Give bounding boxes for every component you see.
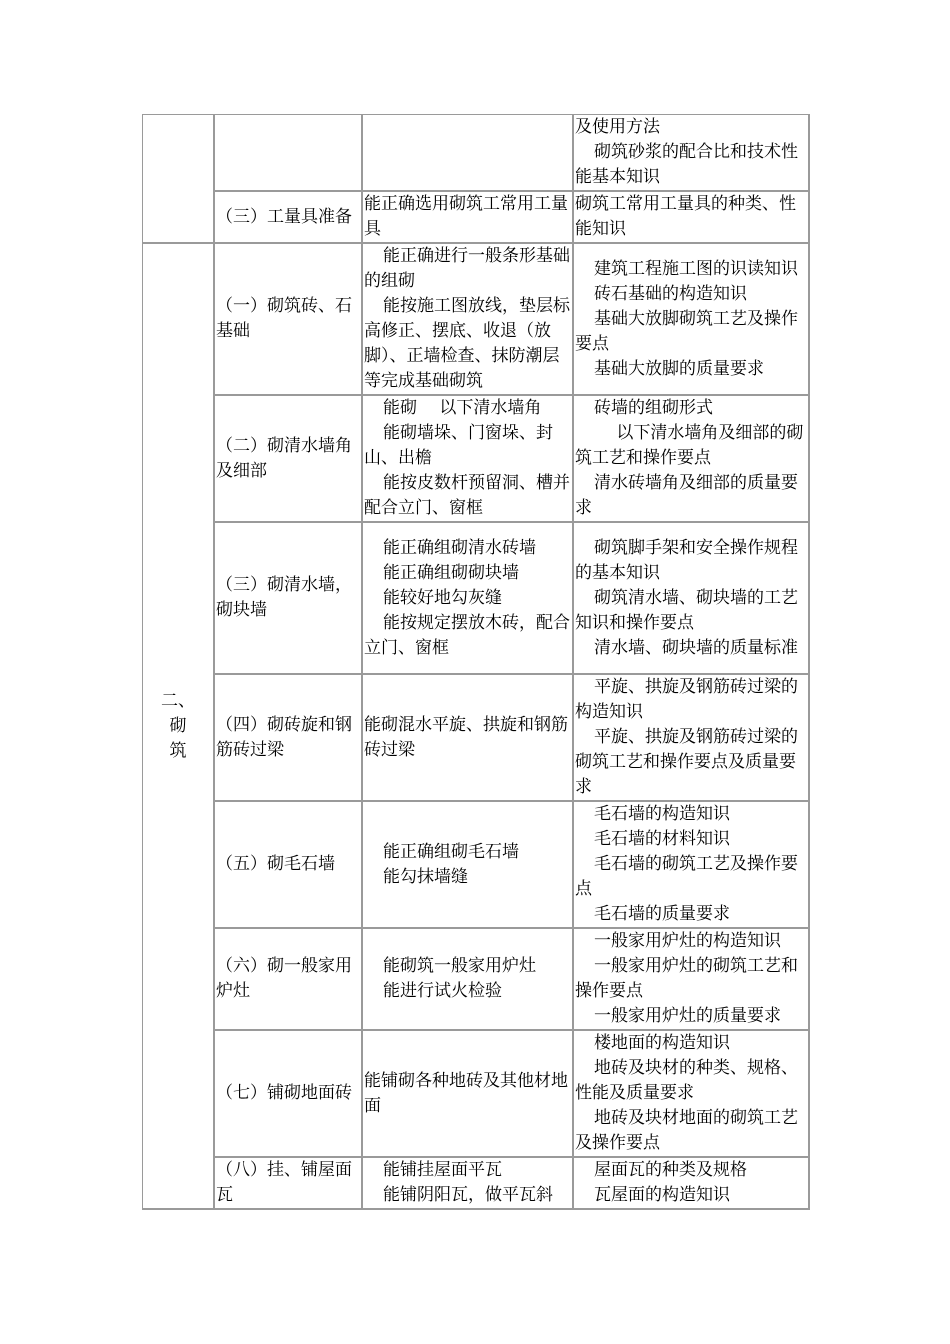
table-row: [143, 396, 810, 523]
knowledge-line: 毛石墙的质量要求: [594, 904, 730, 924]
skill-line: 能铺砌各种地砖及其他材地面: [364, 1070, 568, 1116]
knowledge-line: 砌筑脚手架和安全操作规程的基本知识: [575, 537, 798, 583]
table-row: [143, 115, 810, 192]
subitem-cell: （三）工量具准备: [215, 192, 363, 244]
knowledge-line: 基础大放脚的质量要求: [594, 358, 764, 379]
knowledge-cell: [574, 802, 810, 929]
knowledge-cell: [574, 1031, 810, 1158]
knowledge-line: 平旋、拱旋及钢筋砖过梁的构造知识: [575, 677, 798, 722]
skills-cell: [363, 115, 574, 192]
knowledge-line: 砌筑工常用工量具的种类、性能知识: [575, 194, 796, 239]
knowledge-cell: [574, 1158, 810, 1210]
skills-cell: [363, 523, 574, 675]
knowledge-line: 建筑工程施工图的识读知识: [594, 258, 798, 279]
skill-line: 能进行试火检验: [383, 981, 502, 1001]
knowledge-line: 一般家用炉灶的构造知识: [594, 931, 781, 951]
knowledge-line: 砌筑砂浆的配合比和技术性能基本知识: [575, 142, 798, 187]
skill-line: 能铺挂屋面平瓦: [383, 1160, 502, 1180]
knowledge-line: 清水墙、砌块墙的质量标准: [594, 637, 798, 658]
table-row: [143, 244, 810, 396]
knowledge-cell: [574, 929, 810, 1031]
skill-line: 能较好地勾灰缝: [383, 587, 502, 608]
skills-cell: [363, 929, 574, 1031]
skills-cell: [363, 192, 574, 244]
table-row: [143, 523, 810, 675]
knowledge-line: 毛石墙的材料知识: [594, 829, 730, 849]
subitem-cell: （一）砌筑砖、石基础: [215, 244, 363, 396]
skill-line: 能正确组砌清水砖墙: [383, 537, 536, 558]
knowledge-line: 一般家用炉灶的质量要求: [594, 1006, 781, 1026]
knowledge-line: 砖墙的组砌形式: [594, 398, 713, 418]
table-row: [143, 192, 810, 244]
skill-line: 能砌墙垛、门窗垛、封山、出檐: [364, 423, 553, 468]
skill-line: 能正确组砌砌块墙: [383, 562, 519, 583]
knowledge-cell: [574, 523, 810, 675]
knowledge-cell: [574, 192, 810, 244]
subitem-cell: （七）铺砌地面砖: [215, 1031, 363, 1158]
skills-cell: [363, 1031, 574, 1158]
skill-line: 能铺阴阳瓦，做平瓦斜: [383, 1185, 553, 1205]
category-label: 筑: [169, 740, 187, 761]
knowledge-line: 砖石基础的构造知识: [594, 283, 747, 304]
skills-table: [142, 114, 810, 1210]
table-row: [143, 802, 810, 929]
knowledge-line: 毛石墙的砌筑工艺及操作要点: [575, 854, 798, 899]
knowledge-line: 及使用方法: [575, 117, 660, 137]
knowledge-line: 一般家用炉灶的砌筑工艺和操作要点: [575, 956, 798, 1001]
skill-line: 能正确组砌毛石墙: [383, 841, 519, 862]
table-row: [143, 1158, 810, 1210]
category-cell-continued: [143, 115, 215, 244]
knowledge-cell: [574, 115, 810, 192]
skills-cell: [363, 396, 574, 523]
knowledge-line: 以下清水墙角及细部的砌筑工艺和操作要点: [575, 423, 804, 468]
table-row: [143, 675, 810, 802]
skill-line: 能砌混水平旋、拱旋和钢筋砖过梁: [364, 714, 568, 760]
subitem-cell: [215, 115, 363, 192]
knowledge-cell: [574, 396, 810, 523]
knowledge-line: 屋面瓦的种类及规格: [594, 1160, 747, 1180]
subitem-cell: （四）砌砖旋和钢筋砖过梁: [215, 675, 363, 802]
subitem-cell: （二）砌清水墙角及细部: [215, 396, 363, 523]
knowledge-line: 地砖及块材的种类、规格、性能及质量要求: [575, 1058, 798, 1103]
category-label: 砌: [169, 715, 187, 736]
knowledge-line: 毛石墙的构造知识: [594, 804, 730, 824]
knowledge-line: 楼地面的构造知识: [594, 1033, 730, 1053]
skill-line: 能正确选用砌筑工常用工量具: [364, 194, 568, 239]
knowledge-line: 地砖及块材地面的砌筑工艺及操作要点: [575, 1108, 798, 1153]
knowledge-cell: [574, 675, 810, 802]
subitem-cell: （三）砌清水墙，砌块墙: [215, 523, 363, 675]
skills-cell: [363, 802, 574, 929]
category-cell-masonry: [143, 244, 215, 1210]
skill-line: 能勾抹墙缝: [383, 866, 468, 887]
skills-cell: [363, 244, 574, 396]
knowledge-line: 清水砖墙角及细部的质量要求: [575, 473, 798, 518]
skill-line: 能砌筑一般家用炉灶: [383, 956, 536, 976]
skill-line: 能按施工图放线，垫层标高修正、摆底、收退（放脚）、正墙检查、抹防潮层等完成基础砌筑: [364, 296, 570, 391]
knowledge-cell: [574, 244, 810, 396]
skill-line: 能正确进行一般条形基础的组砌: [364, 246, 570, 291]
subitem-cell: （五）砌毛石墙: [215, 802, 363, 929]
table-row: [143, 929, 810, 1031]
table-row: [143, 1031, 810, 1158]
category-label: 二、: [161, 690, 195, 711]
knowledge-line: 平旋、拱旋及钢筋砖过梁的砌筑工艺和操作要点及质量要求: [575, 727, 798, 797]
skills-cell: [363, 1158, 574, 1210]
knowledge-line: 基础大放脚砌筑工艺及操作要点: [575, 308, 798, 354]
subitem-cell: （八）挂、铺屋面瓦: [215, 1158, 363, 1210]
knowledge-line: 瓦屋面的构造知识: [594, 1185, 730, 1205]
skills-cell: [363, 675, 574, 802]
subitem-cell: （六）砌一般家用炉灶: [215, 929, 363, 1031]
skill-line: 能按皮数杆预留洞、槽并配合立门、窗框: [364, 473, 570, 518]
knowledge-line: 砌筑清水墙、砌块墙的工艺知识和操作要点: [575, 587, 798, 633]
skill-line: 能砌 以下清水墙角: [383, 398, 542, 418]
skill-line: 能按规定摆放木砖，配合立门、窗框: [364, 612, 570, 658]
